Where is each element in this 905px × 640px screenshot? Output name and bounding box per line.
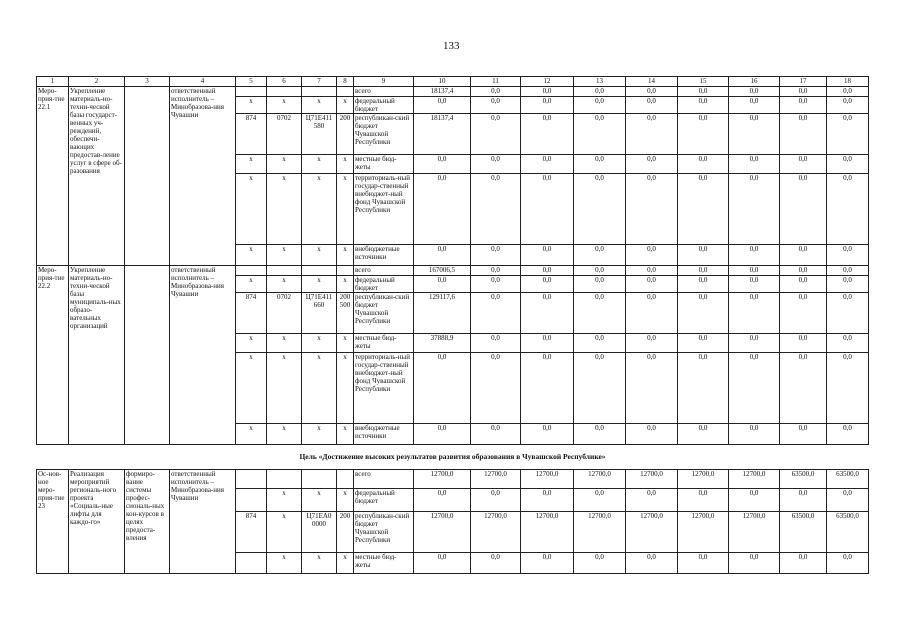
- grbs-code: x: [236, 276, 267, 293]
- value-cell: 0,0: [729, 97, 780, 114]
- value-cell: 12700,0: [471, 470, 521, 489]
- value-cell: 12700,0: [678, 512, 729, 553]
- header-cell: 10: [414, 77, 471, 87]
- value-cell: 0,0: [626, 334, 678, 353]
- value-cell: 0,0: [678, 114, 729, 155]
- value-cell: 0,0: [574, 114, 626, 155]
- target-code: [302, 87, 337, 97]
- measure-name: Укрепление материаль-но-техни-ческой базы государст-венных уч-реждений, обеспечи-вающих предостав-ление услуг в сфере об-разования: [69, 87, 125, 266]
- value-cell: 0,0: [626, 424, 678, 445]
- section-code: [267, 266, 302, 276]
- value-cell: 12700,0: [729, 470, 780, 489]
- target-code: Ц71Е411 580: [302, 114, 337, 155]
- target-code: x: [302, 424, 337, 445]
- grbs-code: [236, 470, 267, 489]
- target-code: Ц71Е411 660: [302, 293, 337, 334]
- value-cell: 0,0: [626, 155, 678, 174]
- value-cell: 0,0: [471, 245, 521, 266]
- grbs-code: [236, 266, 267, 276]
- measure-name: Укрепление материаль-но-техни-ческой базы муниципаль-ных образо-вательных организаций: [69, 266, 125, 445]
- grbs-code: 874: [236, 293, 267, 334]
- grbs-code: x: [236, 174, 267, 245]
- value-cell: 0,0: [678, 245, 729, 266]
- header-cell: 1: [37, 77, 69, 87]
- section-code: x: [267, 97, 302, 114]
- value-cell: 0,0: [780, 155, 827, 174]
- value-cell: 0,0: [827, 489, 869, 512]
- value-cell: 0,0: [471, 553, 521, 574]
- header-cell: 4: [170, 77, 236, 87]
- funding-source: всего: [354, 87, 414, 97]
- value-cell: 0,0: [827, 87, 869, 97]
- target-code: x: [302, 353, 337, 424]
- value-cell: 12700,0: [471, 512, 521, 553]
- measure-label: Меро-прия-тие 22.2: [37, 266, 69, 445]
- value-cell: 0,0: [729, 424, 780, 445]
- value-cell: 0,0: [729, 114, 780, 155]
- funding-source: республикан-ский бюджет Чувашской Республики: [354, 512, 414, 553]
- value-cell: 0,0: [729, 293, 780, 334]
- value-cell: 0,0: [521, 87, 574, 97]
- header-cell: 6: [267, 77, 302, 87]
- value-cell: 0,0: [827, 334, 869, 353]
- value-cell: 0,0: [574, 276, 626, 293]
- value-cell: 167006,5: [414, 266, 471, 276]
- section-code: x: [267, 334, 302, 353]
- value-cell: 12700,0: [521, 512, 574, 553]
- value-cell: 0,0: [729, 489, 780, 512]
- expense-code: x: [337, 174, 354, 245]
- value-cell: 0,0: [678, 174, 729, 245]
- value-cell: 0,0: [780, 97, 827, 114]
- funding-source: местные бюд-жеты: [354, 334, 414, 353]
- value-cell: 0,0: [521, 174, 574, 245]
- target-code: x: [302, 174, 337, 245]
- value-cell: 0,0: [780, 87, 827, 97]
- expense-code: x: [337, 424, 354, 445]
- value-cell: 0,0: [414, 353, 471, 424]
- value-cell: 18137,4: [414, 87, 471, 97]
- header-cell: 11: [471, 77, 521, 87]
- funding-source: всего: [354, 470, 414, 489]
- value-cell: 0,0: [574, 293, 626, 334]
- value-cell: 12700,0: [574, 512, 626, 553]
- value-cell: 0,0: [678, 87, 729, 97]
- value-cell: 0,0: [574, 489, 626, 512]
- value-cell: 0,0: [471, 97, 521, 114]
- value-cell: 0,0: [414, 245, 471, 266]
- value-cell: 0,0: [521, 553, 574, 574]
- expense-code: x: [337, 334, 354, 353]
- value-cell: 0,0: [729, 276, 780, 293]
- table-row: [37, 87, 869, 97]
- grbs-code: x: [236, 155, 267, 174]
- value-cell: 12700,0: [626, 512, 678, 553]
- funding-source: местные бюд-жеты: [354, 155, 414, 174]
- measure-goal: формиро-вание системы профес-сиональ-ных кон-курсов в целях предоста-вления: [125, 470, 170, 574]
- value-cell: 0,0: [414, 553, 471, 574]
- section-code: [267, 470, 302, 489]
- header-cell: 15: [678, 77, 729, 87]
- header-cell: 12: [521, 77, 574, 87]
- value-cell: 0,0: [626, 489, 678, 512]
- value-cell: 0,0: [521, 353, 574, 424]
- value-cell: 0,0: [678, 155, 729, 174]
- value-cell: 0,0: [574, 97, 626, 114]
- grbs-code: [236, 87, 267, 97]
- grbs-code: x: [236, 334, 267, 353]
- value-cell: 0,0: [827, 174, 869, 245]
- target-code: x: [302, 334, 337, 353]
- value-cell: 0,0: [678, 334, 729, 353]
- value-cell: 0,0: [729, 334, 780, 353]
- header-cell: 3: [125, 77, 170, 87]
- value-cell: 0,0: [626, 174, 678, 245]
- value-cell: 0,0: [521, 293, 574, 334]
- value-cell: 0,0: [471, 87, 521, 97]
- funding-source: федеральный бюджет: [354, 97, 414, 114]
- target-code: x: [302, 155, 337, 174]
- expense-code: x: [337, 245, 354, 266]
- value-cell: 0,0: [780, 245, 827, 266]
- value-cell: 0,0: [827, 155, 869, 174]
- section-code: x: [267, 553, 302, 574]
- value-cell: 0,0: [827, 97, 869, 114]
- measure-label: Ос-нов-ное меро-прия-тие 23: [37, 470, 69, 574]
- header-cell: 16: [729, 77, 780, 87]
- expense-code: x: [337, 155, 354, 174]
- funding-source: внебюджетные источники: [354, 245, 414, 266]
- header-cell: 2: [69, 77, 125, 87]
- value-cell: 12700,0: [521, 470, 574, 489]
- value-cell: 37888,9: [414, 334, 471, 353]
- value-cell: 0,0: [471, 424, 521, 445]
- expense-code: x: [337, 489, 354, 512]
- value-cell: 0,0: [626, 87, 678, 97]
- grbs-code: x: [236, 353, 267, 424]
- value-cell: 0,0: [626, 276, 678, 293]
- value-cell: 0,0: [521, 424, 574, 445]
- expense-code: [337, 470, 354, 489]
- value-cell: 0,0: [729, 245, 780, 266]
- value-cell: 0,0: [827, 114, 869, 155]
- section-code: [267, 87, 302, 97]
- value-cell: 0,0: [780, 114, 827, 155]
- grbs-code: x: [236, 97, 267, 114]
- target-code: x: [302, 97, 337, 114]
- value-cell: 0,0: [471, 114, 521, 155]
- grbs-code: 874: [236, 512, 267, 553]
- value-cell: 0,0: [626, 353, 678, 424]
- value-cell: 0,0: [827, 245, 869, 266]
- header-cell: 17: [780, 77, 827, 87]
- value-cell: 63500,0: [780, 470, 827, 489]
- value-cell: 0,0: [414, 174, 471, 245]
- value-cell: 0,0: [780, 489, 827, 512]
- budget-table: [36, 76, 869, 574]
- value-cell: 0,0: [780, 353, 827, 424]
- value-cell: 0,0: [521, 276, 574, 293]
- value-cell: 0,0: [521, 114, 574, 155]
- value-cell: 0,0: [827, 553, 869, 574]
- value-cell: 0,0: [729, 174, 780, 245]
- target-code: Ц71ЕА0 0000: [302, 512, 337, 553]
- value-cell: 0,0: [521, 334, 574, 353]
- funding-source: территориаль-ный государ-ственный внебюджет-ный фонд Чувашской Республики: [354, 174, 414, 245]
- value-cell: 0,0: [574, 245, 626, 266]
- value-cell: 0,0: [471, 174, 521, 245]
- value-cell: 0,0: [521, 489, 574, 512]
- value-cell: 0,0: [574, 553, 626, 574]
- value-cell: 0,0: [729, 266, 780, 276]
- section-code: x: [267, 489, 302, 512]
- value-cell: 0,0: [626, 97, 678, 114]
- expense-code: 200: [337, 114, 354, 155]
- header-cell: 18: [827, 77, 869, 87]
- value-cell: 12700,0: [678, 470, 729, 489]
- header-cell: 7: [302, 77, 337, 87]
- target-code: [302, 266, 337, 276]
- grbs-code: x: [236, 424, 267, 445]
- target-code: x: [302, 276, 337, 293]
- table-row: [37, 470, 869, 489]
- value-cell: 0,0: [780, 276, 827, 293]
- measure-label: Меро-прия-тие 22.1: [37, 87, 69, 266]
- value-cell: 0,0: [574, 174, 626, 245]
- section-code: x: [267, 512, 302, 553]
- value-cell: 0,0: [827, 353, 869, 424]
- value-cell: 0,0: [574, 155, 626, 174]
- value-cell: 0,0: [827, 424, 869, 445]
- value-cell: 0,0: [827, 293, 869, 334]
- value-cell: 0,0: [414, 155, 471, 174]
- target-code: x: [302, 489, 337, 512]
- value-cell: 0,0: [780, 174, 827, 245]
- value-cell: 12700,0: [574, 470, 626, 489]
- measure-name: Реализация мероприятий региональ-ного проекта «Социаль-ные лифты для каждо-го»: [69, 470, 125, 574]
- grbs-code: [236, 489, 267, 512]
- expense-code: [337, 87, 354, 97]
- value-cell: 63500,0: [780, 512, 827, 553]
- expense-code: 200 500: [337, 293, 354, 334]
- expense-code: x: [337, 276, 354, 293]
- measure-executor: ответственный исполнитель – Минобразова-ния Чувашии: [170, 266, 236, 445]
- funding-source: внебюджетные источники: [354, 424, 414, 445]
- value-cell: 0,0: [521, 266, 574, 276]
- funding-source: местные бюд-жеты: [354, 553, 414, 574]
- target-code: x: [302, 245, 337, 266]
- goal-row: [37, 445, 869, 470]
- expense-code: [337, 266, 354, 276]
- value-cell: 0,0: [471, 334, 521, 353]
- header-cell: 13: [574, 77, 626, 87]
- value-cell: 12700,0: [414, 470, 471, 489]
- value-cell: 0,0: [471, 266, 521, 276]
- expense-code: 200: [337, 512, 354, 553]
- grbs-code: x: [236, 245, 267, 266]
- value-cell: 0,0: [729, 155, 780, 174]
- value-cell: 0,0: [414, 97, 471, 114]
- value-cell: 12700,0: [729, 512, 780, 553]
- section-code: x: [267, 424, 302, 445]
- funding-source: федеральный бюджет: [354, 489, 414, 512]
- value-cell: 0,0: [521, 245, 574, 266]
- value-cell: 63500,0: [827, 470, 869, 489]
- value-cell: 0,0: [678, 266, 729, 276]
- value-cell: 0,0: [678, 353, 729, 424]
- value-cell: 0,0: [678, 424, 729, 445]
- value-cell: 0,0: [626, 266, 678, 276]
- target-code: x: [302, 553, 337, 574]
- value-cell: 0,0: [678, 489, 729, 512]
- header-cell: 9: [354, 77, 414, 87]
- value-cell: 0,0: [414, 276, 471, 293]
- value-cell: 0,0: [626, 553, 678, 574]
- value-cell: 0,0: [678, 293, 729, 334]
- value-cell: 0,0: [574, 266, 626, 276]
- header-row: [37, 77, 869, 87]
- value-cell: 0,0: [471, 489, 521, 512]
- header-cell: 14: [626, 77, 678, 87]
- measure-executor: ответственный исполнитель – Минобразова-ния Чувашии: [170, 87, 236, 266]
- section-code: 0702: [267, 293, 302, 334]
- page-number: 133: [443, 40, 460, 52]
- value-cell: 0,0: [574, 424, 626, 445]
- value-cell: 0,0: [574, 353, 626, 424]
- value-cell: 0,0: [678, 97, 729, 114]
- value-cell: 0,0: [626, 293, 678, 334]
- section-code: x: [267, 245, 302, 266]
- expense-code: x: [337, 553, 354, 574]
- section-code: x: [267, 276, 302, 293]
- value-cell: 12700,0: [626, 470, 678, 489]
- value-cell: 0,0: [678, 276, 729, 293]
- value-cell: 0,0: [729, 353, 780, 424]
- section-code: x: [267, 174, 302, 245]
- value-cell: 0,0: [827, 276, 869, 293]
- value-cell: 0,0: [471, 155, 521, 174]
- value-cell: 0,0: [729, 553, 780, 574]
- section-code: x: [267, 155, 302, 174]
- section-code: 0702: [267, 114, 302, 155]
- table-row: [37, 266, 869, 276]
- funding-source: всего: [354, 266, 414, 276]
- value-cell: 0,0: [626, 114, 678, 155]
- target-code: [302, 470, 337, 489]
- value-cell: 12700,0: [414, 512, 471, 553]
- value-cell: 0,0: [780, 266, 827, 276]
- grbs-code: [236, 553, 267, 574]
- measure-executor: ответственный исполнитель – Минобразова-ния Чувашии: [170, 470, 236, 574]
- header-cell: 8: [337, 77, 354, 87]
- grbs-code: 874: [236, 114, 267, 155]
- section-code: x: [267, 353, 302, 424]
- value-cell: 0,0: [574, 334, 626, 353]
- measure-goal: [125, 87, 170, 266]
- funding-source: республикан-ский бюджет Чувашской Республики: [354, 114, 414, 155]
- value-cell: 0,0: [678, 553, 729, 574]
- value-cell: 0,0: [780, 334, 827, 353]
- value-cell: 0,0: [471, 353, 521, 424]
- measure-goal: [125, 266, 170, 445]
- value-cell: 0,0: [729, 87, 780, 97]
- value-cell: 18137,4: [414, 114, 471, 155]
- value-cell: 0,0: [780, 293, 827, 334]
- funding-source: территориаль-ный государ-ственный внебюджет-ный фонд Чувашской Республики: [354, 353, 414, 424]
- value-cell: 0,0: [414, 489, 471, 512]
- value-cell: 63500,0: [827, 512, 869, 553]
- value-cell: 0,0: [471, 276, 521, 293]
- value-cell: 129117,6: [414, 293, 471, 334]
- goal-heading: Цель «Достижение высоких результатов развития образования в Чувашской Республике»: [37, 445, 869, 470]
- value-cell: 0,0: [626, 245, 678, 266]
- header-cell: 5: [236, 77, 267, 87]
- value-cell: 0,0: [521, 97, 574, 114]
- value-cell: 0,0: [471, 293, 521, 334]
- value-cell: 0,0: [414, 424, 471, 445]
- value-cell: 0,0: [574, 87, 626, 97]
- value-cell: 0,0: [827, 266, 869, 276]
- value-cell: 0,0: [780, 553, 827, 574]
- funding-source: федеральный бюджет: [354, 276, 414, 293]
- value-cell: 0,0: [780, 424, 827, 445]
- value-cell: 0,0: [521, 155, 574, 174]
- expense-code: x: [337, 97, 354, 114]
- funding-source: республикан-ский бюджет Чувашской Республики: [354, 293, 414, 334]
- expense-code: x: [337, 353, 354, 424]
